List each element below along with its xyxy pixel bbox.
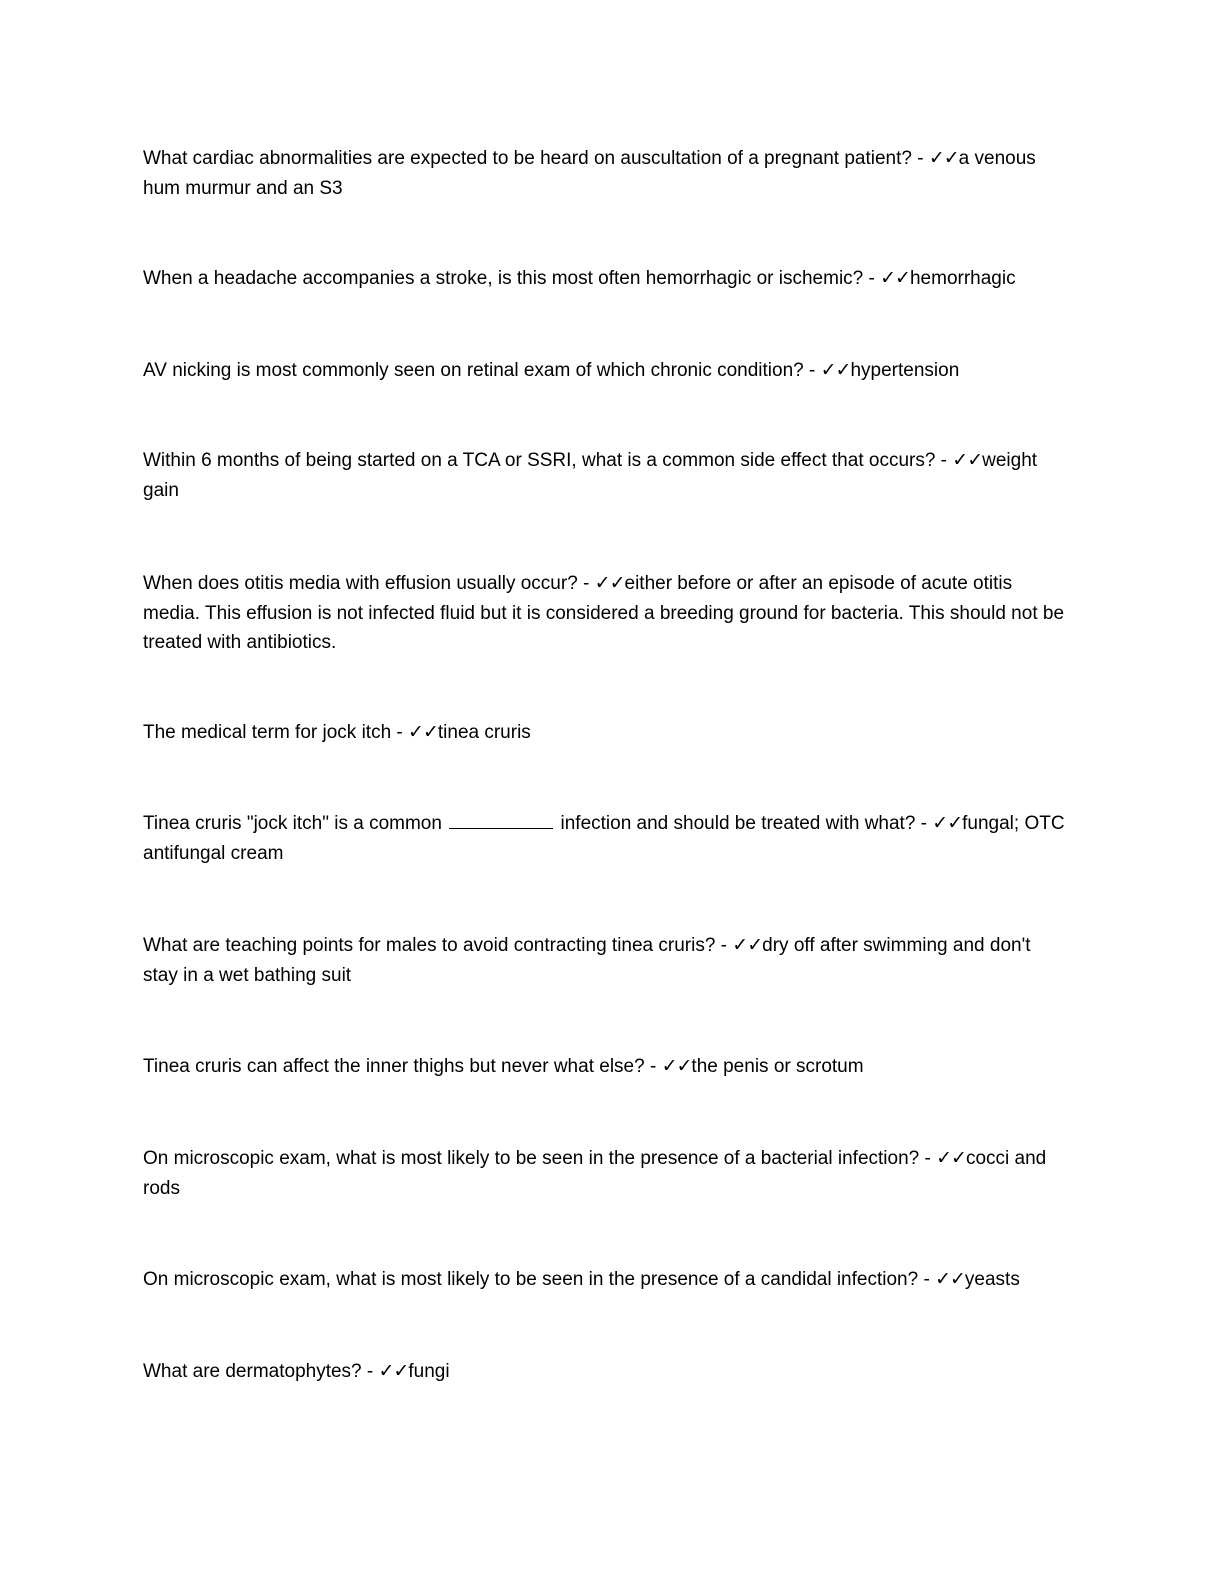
double-check-icon: ✓✓ xyxy=(936,1147,966,1169)
double-check-icon: ✓✓ xyxy=(932,812,963,834)
double-check-icon: ✓✓ xyxy=(594,572,625,594)
double-check-icon: ✓✓ xyxy=(880,267,910,289)
answer-text: fungal; OTC antifungal cream xyxy=(143,813,1065,864)
answer-text: the penis or scrotum xyxy=(691,1056,864,1077)
question-text: When a headache accompanies a stroke, is this most often hemorrhagic or ischemic? xyxy=(143,268,864,289)
separator: - xyxy=(915,813,933,834)
double-check-icon: ✓✓ xyxy=(928,147,959,169)
answer-text: hypertension xyxy=(850,360,960,381)
separator: - xyxy=(911,148,929,169)
question-text: Tinea cruris can affect the inner thighs but never what else? xyxy=(143,1056,645,1077)
double-check-icon: ✓✓ xyxy=(732,934,763,956)
qa-item xyxy=(143,569,1068,658)
separator: - xyxy=(803,360,821,381)
qa-item xyxy=(143,1052,1068,1082)
qa-item xyxy=(143,446,1068,505)
separator: - xyxy=(935,450,953,471)
separator: - xyxy=(644,1056,662,1077)
separator: - xyxy=(391,722,409,743)
double-check-icon: ✓✓ xyxy=(820,359,851,381)
separator: - xyxy=(715,935,733,956)
question-text: On microscopic exam, what is most likely to be seen in the presence of a bacterial infection? xyxy=(143,1148,920,1169)
double-check-icon: ✓✓ xyxy=(661,1055,692,1077)
qa-item xyxy=(143,718,1068,748)
question-text: What are teaching points for males to avoid contracting tinea cruris? xyxy=(143,935,716,956)
qa-item xyxy=(143,356,1068,386)
question-text: AV nicking is most commonly seen on retinal exam of which chronic condition? xyxy=(143,360,804,381)
answer-text: either before or after an episode of acute otitis media. This effusion is not infected fluid but it is considered a breeding ground for bacteria. This should not be treated with antibiotics. xyxy=(143,573,1065,653)
answer-text: tinea cruris xyxy=(437,722,531,743)
answer-text: fungi xyxy=(408,1361,450,1382)
separator: - xyxy=(918,1269,936,1290)
double-check-icon: ✓✓ xyxy=(378,1360,409,1382)
double-check-icon: ✓✓ xyxy=(408,721,438,743)
qa-item xyxy=(143,144,1068,203)
qa-item xyxy=(143,1144,1068,1203)
answer-text: cocci and rods xyxy=(143,1148,1047,1199)
qa-item xyxy=(143,931,1068,990)
separator: - xyxy=(577,573,595,594)
answer-text: dry off after swimming and don't stay in a wet bathing suit xyxy=(143,935,1031,986)
answer-text: weight gain xyxy=(143,450,1038,501)
qa-item xyxy=(143,809,1068,868)
qa-item xyxy=(143,264,1068,294)
question-text: What cardiac abnormalities are expected to be heard on auscultation of a pregnant patient? xyxy=(143,148,912,169)
separator: - xyxy=(361,1361,379,1382)
question-text-after-blank: infection and should be treated with what? xyxy=(560,813,916,834)
question-text: The medical term for jock itch xyxy=(143,722,392,743)
qa-item xyxy=(143,1265,1068,1295)
question-text-before-blank: Tinea cruris "jock itch" is a common xyxy=(143,813,442,834)
fill-in-blank xyxy=(449,812,553,829)
answer-text: a venous hum murmur and an S3 xyxy=(143,148,1036,199)
answer-text: yeasts xyxy=(964,1269,1020,1290)
answer-text: hemorrhagic xyxy=(909,268,1016,289)
separator: - xyxy=(863,268,881,289)
double-check-icon: ✓✓ xyxy=(952,449,983,471)
question-text: When does otitis media with effusion usually occur? xyxy=(143,573,578,594)
qa-item xyxy=(143,1357,1068,1387)
question-text: What are dermatophytes? xyxy=(143,1361,362,1382)
separator: - xyxy=(919,1148,937,1169)
question-text: Within 6 months of being started on a TCA or SSRI, what is a common side effect that occurs? xyxy=(143,450,936,471)
question-text: On microscopic exam, what is most likely to be seen in the presence of a candidal infection? xyxy=(143,1269,919,1290)
double-check-icon: ✓✓ xyxy=(935,1268,965,1290)
